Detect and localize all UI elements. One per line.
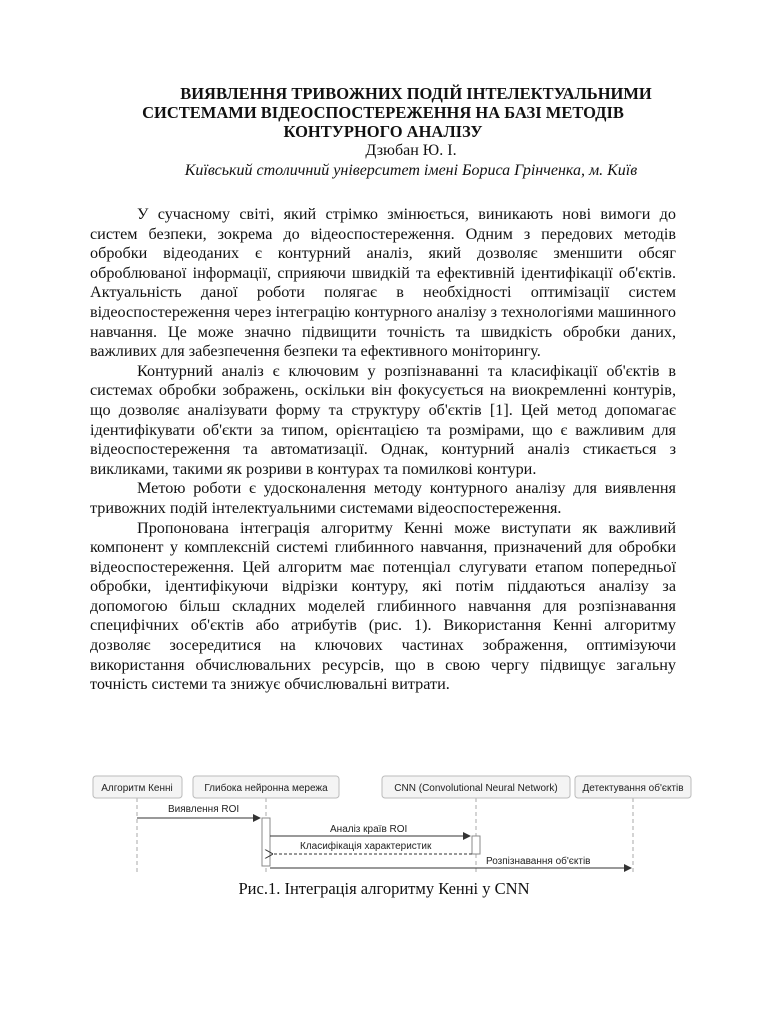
title-line-3: КОНТУРНОГО АНАЛІЗУ (283, 122, 483, 141)
paragraph-1: У сучасному світі, який стрімко змінюється, виникають нові вимоги до систем безпеки, зокрема до відеоспостереження. Одним з передових методів обробки відеоданих є контурний аналіз, який дозволяє зменшити обсяг оброблюваної інформації, сприяючи швидкій та ефективній ідентифікації об'єктів. Актуальність даної роботи полягає в необхідності оптимізації систем відеоспостереження через інтеграцію контурного аналізу з технологіями машинного навчання. Це може значно підвищити точність та швидкість обробки даних, важливих для забезпечення безпеки та ефективного моніторингу. (90, 205, 676, 361)
paragraph-4: Пропонована інтеграція алгоритму Кенні може виступати як важливий компонент у комплексній системі глибинного навчання, призначений для обробки відеоспостереження. Цей алгоритм має потенціал слугувати етапом попередньої обробки, ідентифікуючи відрізки контуру, які потім піддаються аналізу за допомогою більш складних моделей глибинного навчання для розпізнавання специфічних об'єктів або атрибутів (рис. 1). Використання Кенні алгоритму дозволяє зосередитися на ключових частинах зображення, оптимізуючи використання обчислювальних ресурсів, що в свою чергу підвищує загальну точність системи та знижує обчислювальні витрати. (90, 518, 676, 694)
message-roi (137, 804, 260, 818)
participant-label-dnn: Глибока нейронна мережа (204, 783, 328, 794)
activation-cnn (472, 836, 480, 854)
participant-label-detect: Детектування об'єктів (582, 783, 684, 794)
paper-page (90, 0, 676, 695)
message-label-classification: Класифікація характеристик (300, 841, 432, 852)
participant-label-cnn: CNN (Convolutional Neural Network) (394, 783, 558, 794)
activation-dnn (262, 818, 270, 866)
paragraph-2: Контурний аналіз є ключовим у розпізнаванні та класифікації об'єктів в системах обробки зображень, оскільки він фокусується на виокремленні контурів, що дозволяє аналізувати форму та структуру об'єктів [1]. Цей метод допомагає ідентифікувати об'єкти за типом, орієнтацією та розмірами, що є важливим для відеоспостереження та автоматизації. Однак, контурний аналіз стикається з викликами, такими як розриви в контурах та помилкові контури. (90, 361, 676, 478)
message-label-roi: Виявлення ROI (168, 804, 240, 815)
participant-dnn (193, 776, 339, 798)
message-edges (270, 824, 470, 836)
paragraph-3: Метою роботи є удосконалення методу контурного аналізу для виявлення тривожних подій інтелектуальними системами відеоспостереження. (90, 479, 676, 517)
message-recognition (270, 855, 631, 868)
participant-detect (575, 776, 691, 798)
author: Дзюбан Ю. І. (365, 142, 457, 159)
affiliation: Київський столичний університет імені Бориса Грінченка, м. Київ (184, 162, 638, 179)
sequence-diagram-svg (0, 770, 768, 880)
title-line-1: ВИЯВЛЕННЯ ТРИВОЖНИХ ПОДІЙ ІНТЕЛЕКТУАЛЬНИМИ (180, 84, 652, 103)
participant-label-canny: Алгоритм Кенні (101, 783, 173, 794)
paper-title (90, 84, 676, 141)
title-line-2: СИСТЕМАМИ ВІДЕОСПОСТЕРЕЖЕННЯ НА БАЗІ МЕТОДІВ (142, 103, 624, 122)
message-label-recognition: Розпізнавання об'єктів (486, 856, 591, 867)
participant-canny (93, 776, 182, 798)
message-classification (272, 840, 472, 854)
message-label-edges: Аналіз країв ROI (330, 824, 408, 835)
participant-cnn (382, 776, 570, 798)
figure-caption: Рис.1. Інтеграція алгоритму Кенні у CNN (238, 879, 530, 898)
body-text (90, 205, 676, 695)
